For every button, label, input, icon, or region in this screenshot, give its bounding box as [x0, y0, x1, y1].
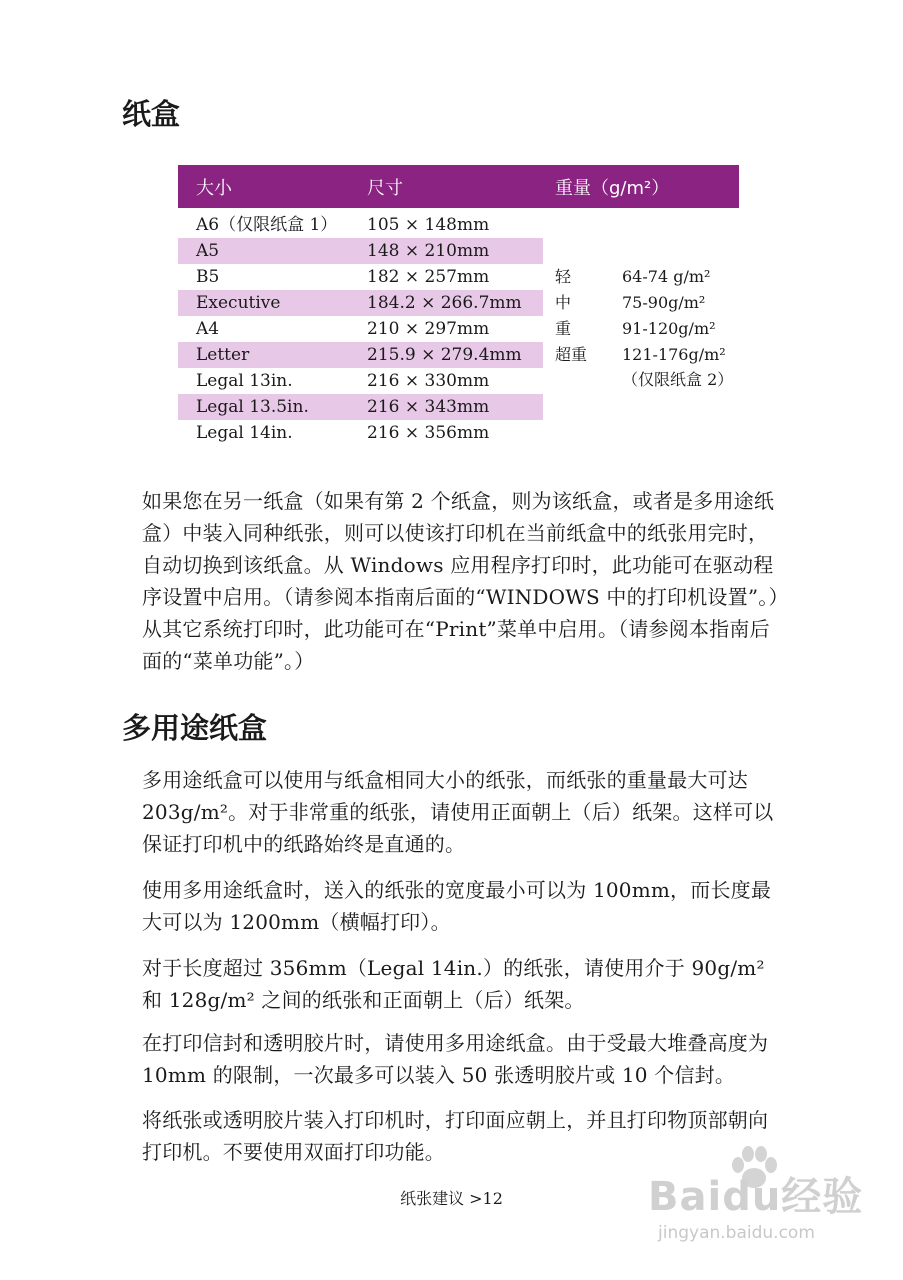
- section-title-multipurpose: 多用途纸盒: [122, 711, 268, 745]
- paragraph-mp-3: 对于长度超过 356mm（Legal 14in.）的纸张，请使用介于 90g/m² 和 128g/m² 之间的纸张和正面朝上（后）纸架。: [142, 956, 765, 1012]
- weight-value: 121-176g/m²: [622, 345, 726, 364]
- paragraph-mp-4: 在打印信封和透明胶片时，请使用多用途纸盒。由于受最大堆叠高度为 10mm 的限制，一次最多可以装入 50 张透明胶片或 10 个信封。: [142, 1031, 769, 1087]
- watermark-url: jingyan.baidu.com: [658, 1223, 815, 1243]
- paper-dimensions: 216 × 330mm: [367, 371, 490, 391]
- weight-class: 超重: [555, 345, 588, 364]
- paper-dimensions: 184.2 × 266.7mm: [367, 293, 522, 313]
- paragraph-tray: 如果您在另一纸盒（如果有第 2 个纸盒，则为该纸盒，或者是多用途纸盒）中装入同种纸张，则可以使该打印机在当前纸盒中的纸张用完时，自动切换到该纸盒。从 Windows 应用程序打印时，此功能可在驱动程序设置中启用。（请参阅本指南后面的“WINDOWS 中的打印机设置”。）从其它系统打印时，此功能可在“Print”菜单中启用。（请参阅本指南后面的“菜单功能”。）: [142, 489, 779, 673]
- weight-value: 75-90g/m²: [622, 293, 706, 312]
- paper-size: Letter: [196, 345, 250, 365]
- paragraph-mp-2: 使用多用途纸盒时，送入的纸张的宽度最小可以为 100mm，而长度最大可以为 1200mm（横幅打印）。: [142, 878, 772, 934]
- weight-class: 重: [555, 319, 572, 338]
- weight-note: （仅限纸盒 2）: [622, 370, 734, 389]
- paper-dimensions: 182 × 257mm: [367, 267, 490, 287]
- page-footer: 纸张建议 >12: [400, 1189, 503, 1208]
- table-row: [178, 342, 543, 368]
- paper-size: A5: [196, 241, 220, 261]
- paper-size: Legal 13.5in.: [196, 397, 309, 417]
- section-title-tray: 纸盒: [122, 97, 181, 131]
- header-size: 大小: [196, 178, 232, 199]
- paper-size: Legal 14in.: [196, 423, 293, 443]
- table-row: [178, 212, 543, 238]
- table-row: [178, 368, 543, 394]
- weight-class: 中: [555, 293, 572, 312]
- weight-class: 轻: [555, 267, 572, 286]
- paper-dimensions: 215.9 × 279.4mm: [367, 345, 522, 365]
- paragraph-mp-5: 将纸张或透明胶片装入打印机时，打印面应朝上，并且打印物顶部朝向打印机。不要使用双面打印功能。: [142, 1108, 769, 1164]
- table-row: [178, 264, 543, 290]
- table-row: [178, 316, 543, 342]
- paper-dimensions: 216 × 343mm: [367, 397, 490, 417]
- paper-dimensions: 210 × 297mm: [367, 319, 490, 339]
- weight-value: 91-120g/m²: [622, 319, 716, 338]
- paper-size: A6（仅限纸盒 1）: [196, 215, 338, 235]
- watermark: [640, 1145, 870, 1270]
- watermark-brand: Baidu经验: [648, 1174, 864, 1220]
- paper-dimensions: 105 × 148mm: [367, 215, 490, 235]
- table-row: [178, 394, 543, 420]
- paper-dimensions: 216 × 356mm: [367, 423, 490, 443]
- paper-size: B5: [196, 267, 220, 287]
- paper-size: Executive: [196, 293, 281, 313]
- table-row: [178, 238, 543, 264]
- paper-dimensions: 148 × 210mm: [367, 241, 490, 261]
- header-dimensions: 尺寸: [367, 178, 403, 199]
- table-header: [178, 165, 739, 208]
- weight-value: 64-74 g/m²: [622, 267, 711, 286]
- paragraph-mp-1: 多用途纸盒可以使用与纸盒相同大小的纸张，而纸张的重量最大可达 203g/m²。对于非常重的纸张，请使用正面朝上（后）纸架。这样可以保证打印机中的纸路始终是直通的。: [142, 768, 774, 856]
- paper-size: Legal 13in.: [196, 371, 293, 391]
- table-row: [178, 420, 543, 446]
- paper-size: A4: [196, 319, 220, 339]
- header-weight: 重量（g/m²）: [555, 178, 670, 199]
- table-row: [178, 290, 543, 316]
